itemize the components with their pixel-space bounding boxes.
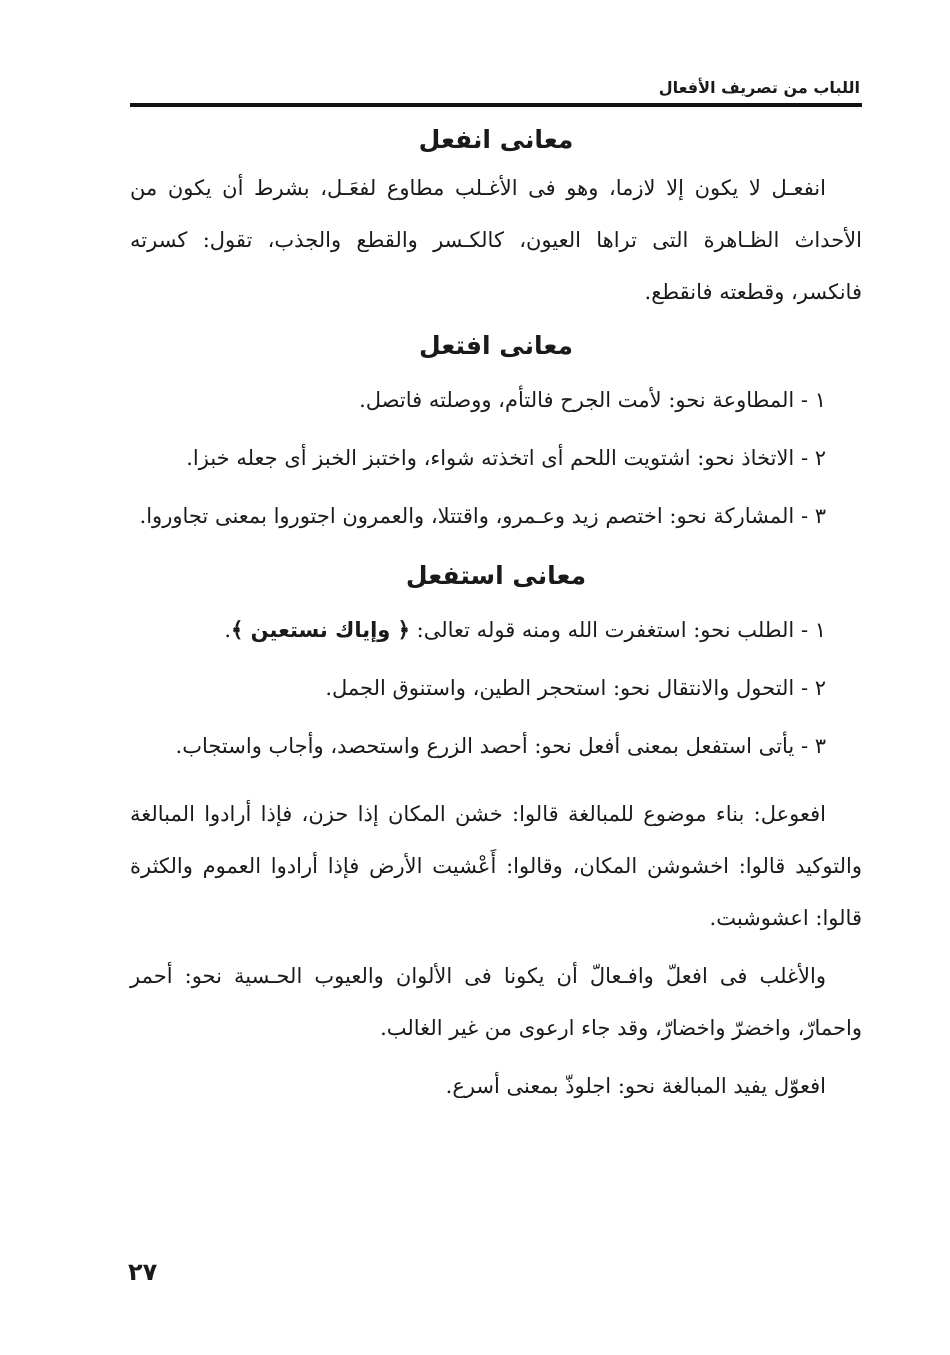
iftaal-item-3: ٣ - المشاركة نحو: اختصم زيد وعـمرو، واقتتلا، والعمرون اجتوروا بمعنى تجاوروا.	[139, 504, 826, 528]
iftaal-item-2: ٢ - الاتخاذ نحو: اشتويت اللحم أى اتخذته شواء، واختبز الخبز أى جعله خبزا.	[186, 446, 826, 470]
page-number: ٢٧	[128, 1258, 158, 1286]
istafaal-item-2: ٢ - التحول والانتقال نحو: استحجر الطين، واستنوق الجمل.	[325, 676, 826, 700]
istafaal-item-1-end: .	[224, 618, 231, 642]
paragraph-infaal: انفعـل لا يكون إلا لازما، وهو فى الأغـلب مطاوع لفعَـل، بشرط أن يكون من الأحداث الظـاهرة التى تراها العيون، كالكـسر والقطع والجذب، تقول: كسرته فانكسر، وقطعته فانقطع.	[130, 176, 862, 304]
heading-infaal: معانى انفعل	[418, 125, 574, 154]
istafaal-item-3: ٣ - يأتى استفعل بمعنى أفعل نحو: أحصد الزرع واستحصد، وأجاب واستجاب.	[175, 734, 826, 758]
heading-istafaal: معانى استفعل	[405, 561, 587, 590]
paragraph-ifawal: افعوعل: بناء موضوع للمبالغة قالوا: خشن المكان إذا حزن، فإذا أرادوا المبالغة والتوكيد قالوا: اخشوشن المكان، وقالوا: أَعْشيت الأرض فإذا أرادوا العموم والكثرة قالوا: اعشوشبت.	[130, 802, 862, 930]
iftaal-item-1: ١ - المطاوعة نحو: لأمت الجرح فالتأم، ووصلته فاتصل.	[359, 388, 826, 412]
heading-iftaal: معانى افتعل	[419, 331, 573, 360]
quran-quote: ﴿ وإياك نستعين ﴾	[231, 618, 410, 642]
istafaal-item-1	[130, 604, 862, 656]
page-content	[130, 118, 862, 1118]
header-rule	[130, 103, 862, 107]
running-header: اللباب من تصريف الأفعال	[658, 78, 860, 97]
paragraph-ifawwal: افعوّل يفيد المبالغة نحو: اجلوذّ بمعنى أسرع.	[445, 1074, 826, 1098]
paragraph-alaghlab: والأغلب فى افعلّ وافـعالّ أن يكونا فى الألوان والعيوب الحـسية نحو: أحمر واحمارّ، واخضرّ واخضارّ، وقد جاء ارعوى من غير الغالب.	[130, 964, 862, 1040]
istafaal-item-1-text: ١ - الطلب نحو: استغفرت الله ومنه قوله تعالى:	[416, 618, 826, 642]
